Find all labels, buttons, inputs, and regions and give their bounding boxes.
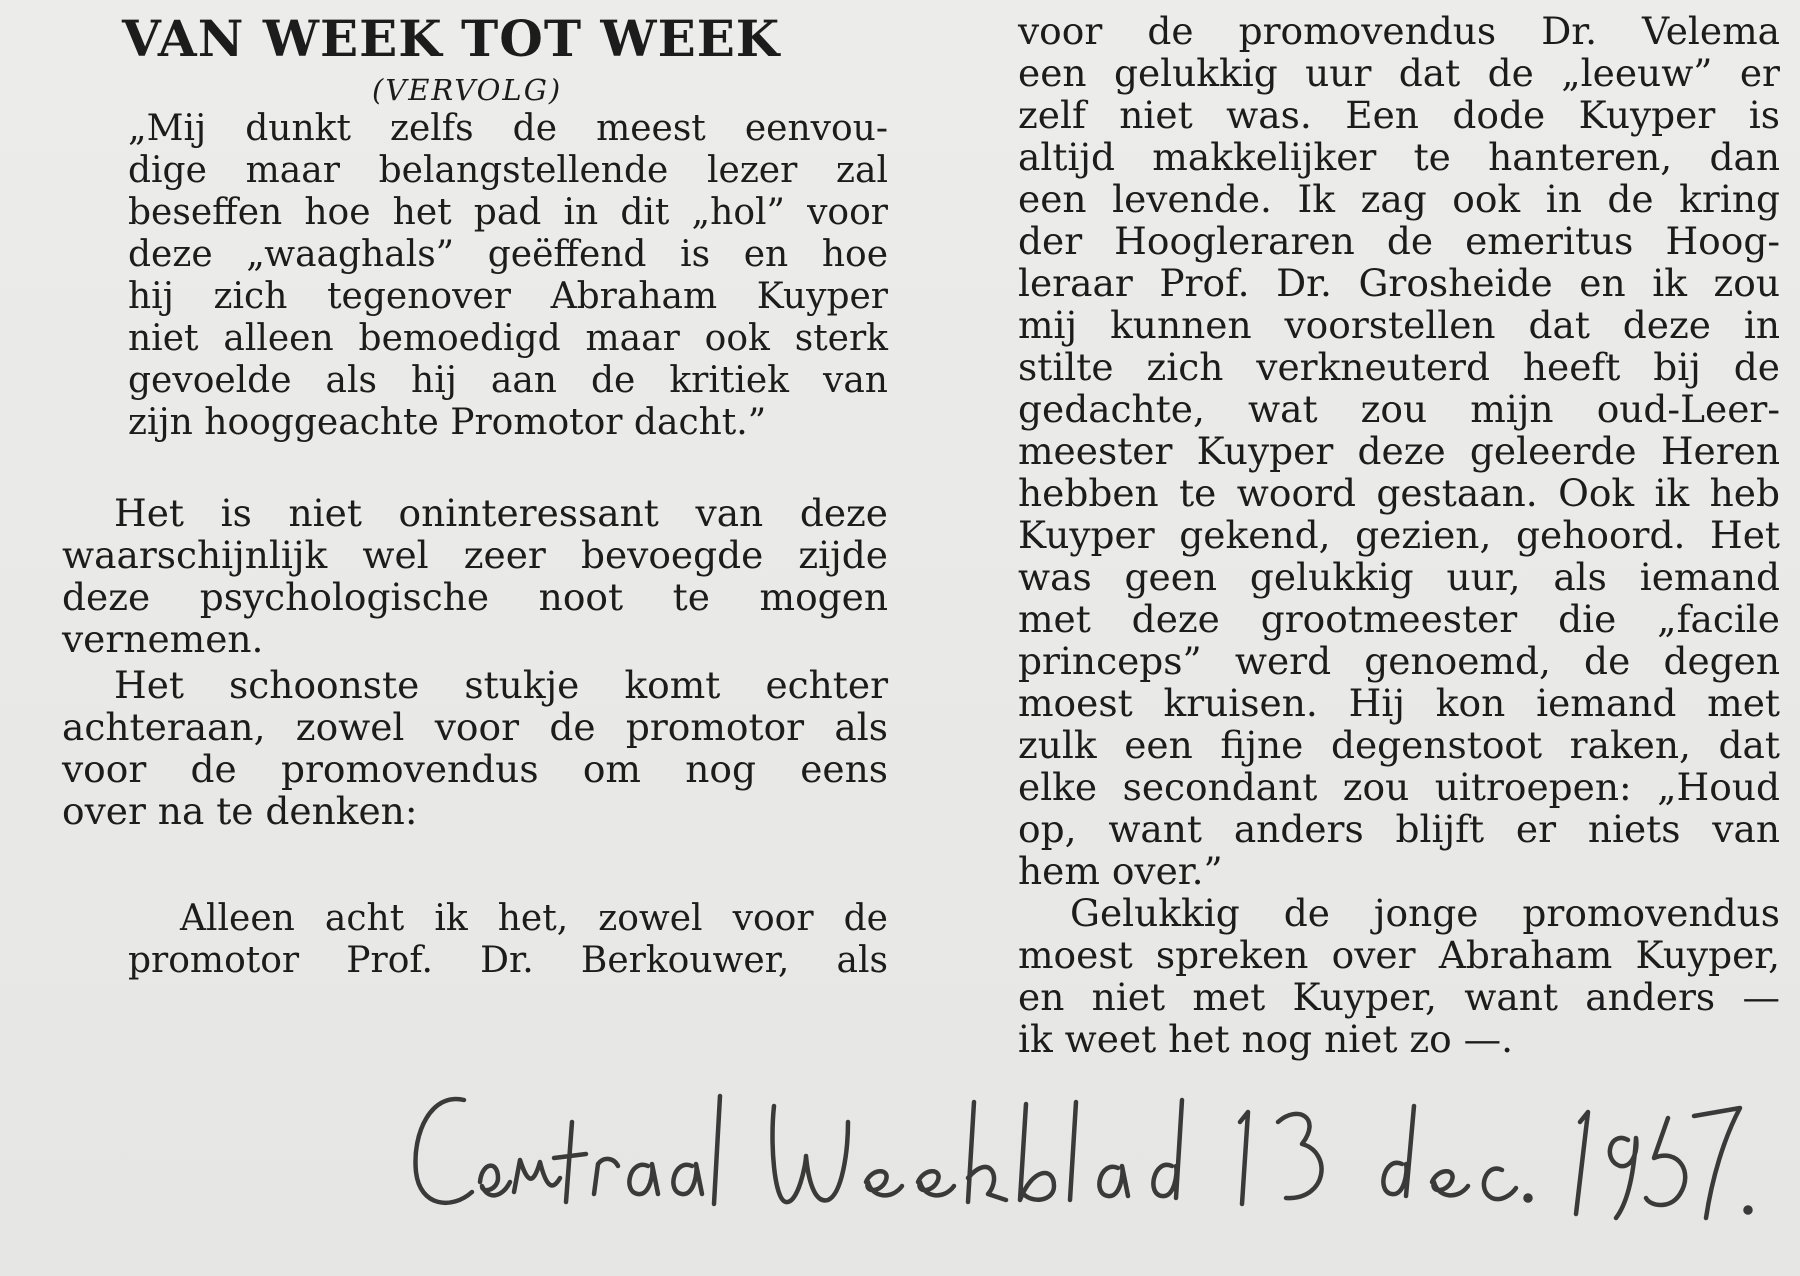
handwriting-drawing <box>402 1082 1782 1232</box>
paragraph <box>62 664 888 832</box>
text-line: voor de promovendus Dr. Velema <box>1018 9 1780 53</box>
text-line: vernemen. <box>62 617 264 661</box>
text-line: Het is niet oninteressant van deze <box>114 491 888 535</box>
text-line: moest kruisen. Hij kon iemand met <box>1018 681 1780 725</box>
text-line: zijn hooggeachte Promotor dacht.” <box>128 402 767 443</box>
text-line: niet alleen bemoedigd maar ook sterk <box>128 318 888 359</box>
text-line: moest spreken over Abraham Kuyper, <box>1018 933 1780 977</box>
text-line: gedachte, wat zou mijn oud-Leer- <box>1018 387 1780 431</box>
text-line: zulk een fijne degenstoot raken, dat <box>1018 723 1780 767</box>
paragraph <box>1018 10 1780 892</box>
text-line: hem over.” <box>1018 849 1223 893</box>
text-line: Gelukkig de jonge promovendus <box>1070 891 1780 935</box>
paragraph <box>1018 892 1780 1060</box>
subhead: (VERVOLG) <box>372 73 563 107</box>
text-line: over na te denken: <box>62 789 418 833</box>
headline: VAN WEEK TOT WEEK <box>122 9 781 68</box>
text-line: ik weet het nog niet zo —. <box>1018 1017 1514 1061</box>
text-line: en niet met Kuyper, want anders — <box>1018 975 1780 1019</box>
text-line: beseffen hoe het pad in dit „hol” voor <box>128 192 888 233</box>
text-line: altijd makkelijker te hanteren, dan <box>1018 135 1780 179</box>
text-line: Alleen acht ik het, zowel voor de <box>180 898 888 939</box>
text-line: mij kunnen voorstellen dat deze in <box>1018 303 1780 347</box>
right-column <box>1018 10 1780 1060</box>
text-line: Het schoonste stukje komt echter <box>114 663 888 707</box>
quoted-passage <box>62 898 888 982</box>
text-line: deze psychologische noot te mogen <box>62 575 888 619</box>
text-line: gevoelde als hij aan de kritiek van <box>128 360 888 401</box>
text-line: „Mij dunkt zelfs de meest eenvou- <box>128 108 888 149</box>
text-line: waarschijnlijk wel zeer bevoegde zijde <box>62 533 888 577</box>
text-line: promotor Prof. Dr. Berkouwer, als <box>128 940 888 981</box>
text-line: meester Kuyper deze geleerde Heren <box>1018 429 1780 473</box>
text-line: deze „waaghals” geëffend is en hoe <box>128 234 888 275</box>
text-line: Kuyper gekend, gezien, gehoord. Het <box>1018 513 1780 557</box>
text-line: een gelukkig uur dat de „leeuw” er <box>1018 51 1780 95</box>
paragraph <box>62 492 888 660</box>
left-column <box>62 10 888 982</box>
quoted-passage <box>62 108 888 444</box>
text-line: met deze grootmeester die „facile <box>1018 597 1780 641</box>
text-line: dige maar belangstellende lezer zal <box>128 150 888 191</box>
handwritten-note <box>402 1082 1782 1232</box>
text-line: op, want anders blijft er niets van <box>1018 807 1780 851</box>
text-line: elke secondant zou uitroepen: „Houd <box>1018 765 1780 809</box>
text-line: hebben te woord gestaan. Ook ik heb <box>1018 471 1780 515</box>
text-line: een levende. Ik zag ook in de kring <box>1018 177 1780 221</box>
text-line: princeps” werd genoemd, de degen <box>1018 639 1780 683</box>
text-line: hij zich tegenover Abraham Kuyper <box>128 276 888 317</box>
text-line: was geen gelukkig uur, als iemand <box>1018 555 1780 599</box>
text-line: zelf niet was. Een dode Kuyper is <box>1018 93 1780 137</box>
text-line: der Hoogleraren de emeritus Hoog- <box>1018 219 1780 263</box>
text-line: achteraan, zowel voor de promotor als <box>62 705 888 749</box>
text-line: stilte zich verkneuterd heeft bij de <box>1018 345 1780 389</box>
text-line: leraar Prof. Dr. Grosheide en ik zou <box>1018 261 1780 305</box>
text-line: voor de promovendus om nog eens <box>62 747 888 791</box>
